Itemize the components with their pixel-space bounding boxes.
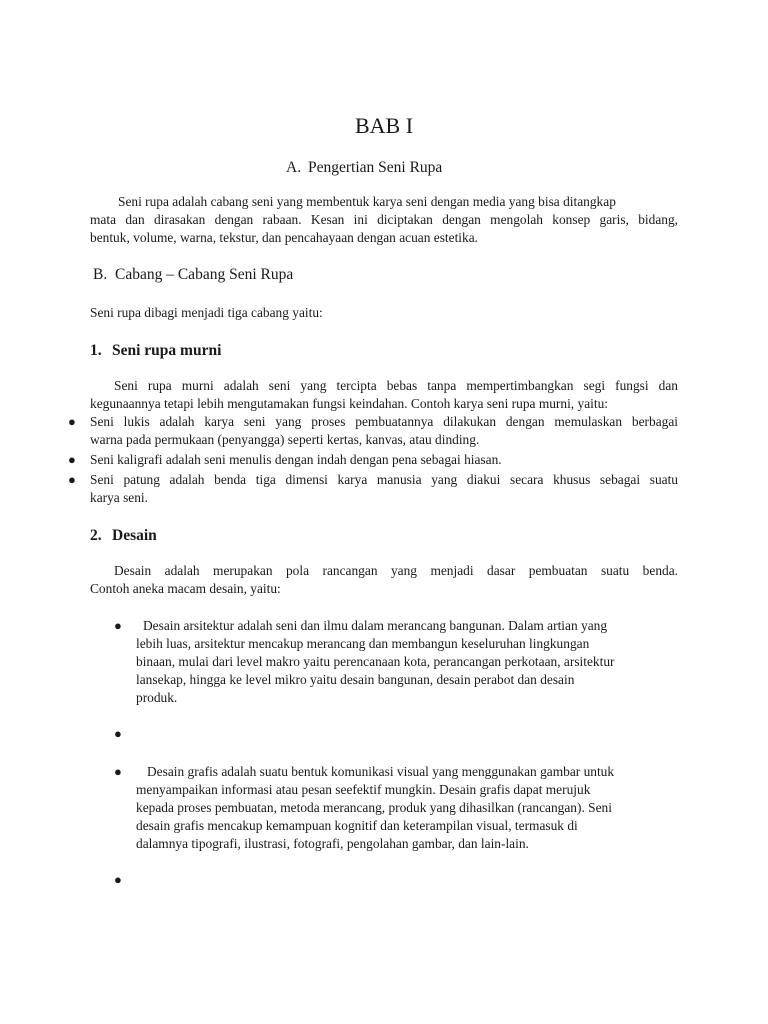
- section-b-heading: [93, 264, 293, 286]
- sub2-title: Desain: [112, 527, 157, 544]
- sub1-bullet-1-dot: ●: [68, 414, 76, 429]
- section-a-line-1: Seni rupa adalah cabang seni yang membentuk karya seni dengan media yang bisa ditangkap: [118, 194, 616, 209]
- sub2-line-1: Desain adalah merupakan pola rancangan yang menjadi dasar pembuatan suatu benda.: [114, 563, 678, 578]
- sub2-bullet-1-line-3: binaan, mulai dari level makro yaitu perencanaan kota, perancangan perkotaan, arsitektur: [136, 654, 615, 669]
- sub1-bullet-2-line-1: Seni kaligrafi adalah seni menulis dengan indah dengan pena sebagai hiasan.: [90, 452, 502, 467]
- sub2-bullet-1-dot: ●: [114, 618, 122, 633]
- sub2-bullet-3-dot: ●: [114, 764, 122, 779]
- sub2-bullet-3-line-2: menyampaikan informasi atau pesan seefektif mungkin. Desain grafis dapat merujuk: [136, 782, 591, 797]
- section-a-title: Pengertian Seni Rupa: [308, 159, 443, 176]
- sub1-bullet-3-dot: ●: [68, 472, 76, 487]
- sub2-bullet-1-line-4: lansekap, hingga ke level mikro yaitu desain bangunan, desain perabot dan desain: [136, 672, 575, 687]
- section-a-line-2: mata dan dirasakan dengan rabaan. Kesan ini diciptakan dengan mengolah konsep garis, bidang,: [90, 212, 678, 227]
- sub2-bullet-3-line-3: kepada proses pembuatan, metoda merancang, produk yang dihasilkan (rancangan). Seni: [136, 800, 612, 815]
- sub2-heading: [90, 525, 157, 547]
- section-b-intro: Seni rupa dibagi menjadi tiga cabang yaitu:: [90, 305, 323, 320]
- sub1-heading: [90, 340, 221, 362]
- sub1-marker: 1.: [90, 342, 102, 359]
- sub2-bullet-1-line-5: produk.: [136, 690, 178, 705]
- sub2-bullet-1-line-1: Desain arsitektur adalah seni dan ilmu dalam merancang bangunan. Dalam artian yang: [143, 618, 608, 633]
- sub2-line-2: Contoh aneka macam desain, yaitu:: [90, 581, 281, 596]
- sub1-bullet-3-line-2: karya seni.: [90, 490, 149, 505]
- chapter-title: BAB I: [354, 113, 414, 138]
- sub1-bullet-3-line-1: Seni patung adalah benda tiga dimensi karya manusia yang diakui secara khusus sebagai suatu: [90, 472, 678, 487]
- section-a-marker: A.: [286, 159, 302, 176]
- sub2-bullet-3-line-4: desain grafis mencakup kemampuan kognitif dan keterampilan visual, termasuk di: [136, 818, 578, 833]
- section-a-heading: [286, 157, 442, 179]
- sub1-line-1: Seni rupa murni adalah seni yang tercipta bebas tanpa mempertimbangkan segi fungsi dan: [114, 378, 678, 393]
- sub2-bullet-3-line-1: Desain grafis adalah suatu bentuk komunikasi visual yang menggunakan gambar untuk: [147, 764, 615, 779]
- sub1-bullet-1-line-1: Seni lukis adalah karya seni yang proses pembuatannya dilakukan dengan memulaskan berbagai: [90, 414, 678, 429]
- sub1-title: Seni rupa murni: [112, 342, 222, 359]
- sub2-bullet-3-line-5: dalamnya tipografi, ilustrasi, fotografi, pengolahan gambar, dan lain-lain.: [136, 836, 529, 851]
- sub1-bullet-1-line-2: warna pada permukaan (penyangga) seperti kertas, kanvas, atau dinding.: [90, 432, 480, 447]
- section-b-marker: B.: [93, 266, 108, 283]
- sub2-bullet-2-dot: ●: [114, 726, 122, 741]
- sub2-bullet-1-line-2: lebih luas, arsitektur mencakup merancang dan membangun keseluruhan lingkungan: [136, 636, 590, 651]
- sub1-bullet-2-dot: ●: [68, 452, 76, 467]
- section-a-line-3: bentuk, volume, warna, tekstur, dan pencahayaan dengan acuan estetika.: [90, 230, 479, 245]
- sub2-bullet-4-dot: ●: [114, 872, 122, 887]
- sub2-marker: 2.: [90, 527, 102, 544]
- sub1-line-2: kegunaannya tetapi lebih mengutamakan fungsi keindahan. Contoh karya seni rupa murni, yaitu:: [90, 396, 608, 411]
- section-b-title: Cabang – Cabang Seni Rupa: [115, 266, 294, 283]
